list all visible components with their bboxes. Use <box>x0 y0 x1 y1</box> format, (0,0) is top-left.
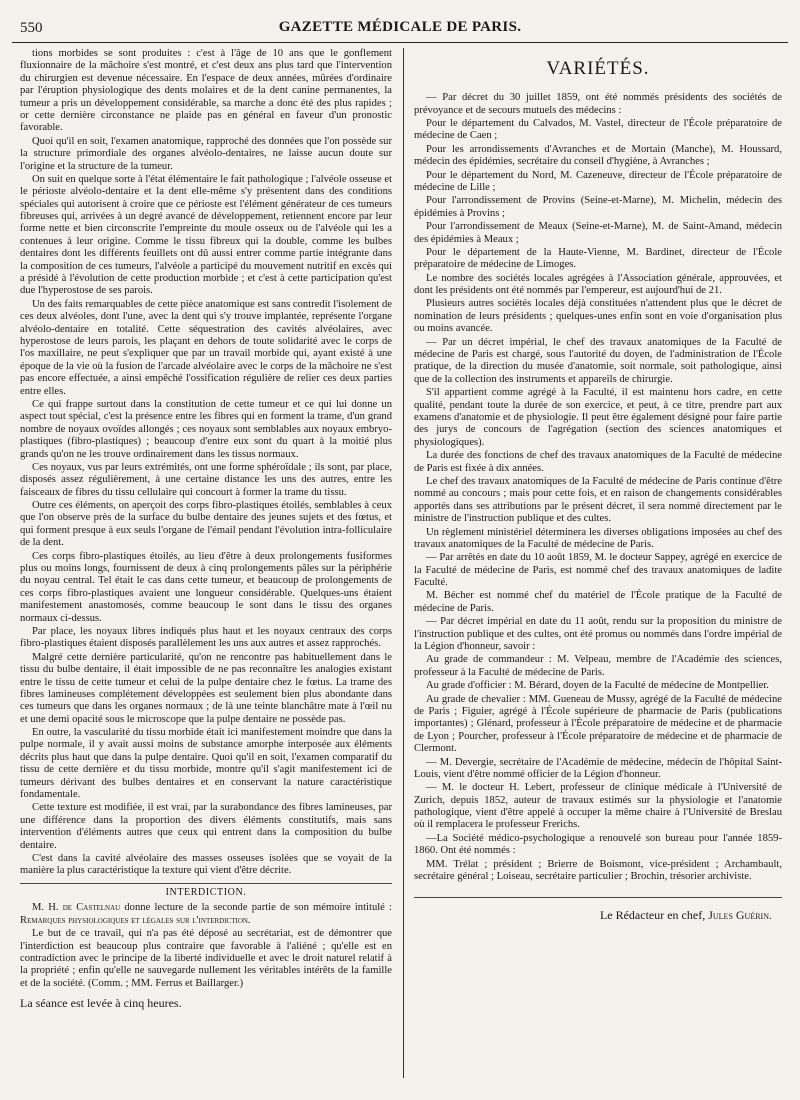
news-item-paragraph: M. Bécher est nommé chef du matériel de l'École pratique de la Faculté de médecine de Paris. <box>414 590 782 614</box>
article-paragraph: Un des faits remarquables de cette pièce anatomique est sans contredit l'isolement de ces deux alvéoles, dont l'une, avec la dent qui s'y trouve implantée, représente l'organe alvéolo-dentaire en totalité. Cette séquestration des cavités alvéolaires, avec hyperostose de leurs parois, les plaçant en dehors de toute solidarité avec le corps de l'os maxillaire, ne peut s'expliquer que par un travail morbide qui, ayant existé à une époque de la vie où la fusion de l'arcade alvéolaire avec le corps de la mâchoire ne s'est pas encore effectuée, a ainsi empêché l'ossification régulière de relier ces deux parties entre elles. <box>20 298 392 397</box>
article-paragraph: Par place, les noyaux libres indiqués plus haut et les noyaux centraux des corps fibro-plastiques étaient disposés parallèlement les uns aux autres et assez rapprochés. <box>20 625 392 650</box>
interdiction-intro: donne lecture de la seconde partie de son mémoire intitulé : <box>120 902 392 914</box>
left-paragraphs <box>20 48 392 878</box>
news-item-paragraph: Le chef des travaux anatomiques de la Faculté de médecine de Paris continue d'être nommé au concours ; mais pour cette fois, et en raison de changements considérables apportés dans ses attributions par le présent décret, il sera nommé directement par le ministre de l'instruction publique et des cultes. <box>414 475 782 525</box>
left-column <box>20 48 392 1088</box>
interdiction-author: M. H. de Castelnau <box>32 902 121 914</box>
news-item-paragraph: Pour le département du Calvados, M. Vastel, directeur de l'École préparatoire de médecine de Caen ; <box>414 118 782 142</box>
interdiction-body: Le but de ce travail, qui n'a pas été déposé au secrétariat, est de démontrer que l'interdiction est beaucoup plus contraire que favorable à l'aliéné ; qu'elle est en contradiction avec le principe de la liberté individuelle et avec le droit naturel relatif à la propriété ; enfin qu'elle ne sauvegarde nullement les véritables intérêts de la famille et de la société. (Comm. ; MM. Ferrus et Baillarger.) <box>20 928 392 989</box>
news-item-paragraph: Plusieurs autres sociétés locales déjà constituées n'attendent plus que le décret de nomination de leurs présidents ; quelques-unes enfin sont en voie d'organisation plus ou moins avancée. <box>414 298 782 335</box>
article-paragraph: En outre, la vascularité du tissu morbide était ici manifestement moindre que dans la pulpe normale, il y avait aussi moins de substance amorphe interposée aux éléments décrits plus haut que dans la pulpe dentaire. Quoi qu'il en soit, l'examen comparatif du tissu de cette dernière et du tissu morbide, montre qu'il s'agit manifestement ici de tumeurs dérivant des bulbes dentaires et en conservant la nature caractéristique fondamentale. <box>20 727 392 801</box>
signature-prefix: Le Rédacteur en chef, <box>599 908 709 923</box>
news-item-paragraph: S'il appartient comme agrégé à la Faculté, il est maintenu hors cadre, en cette qualité, pendant toute la durée de son exercice, et peut, à ce titre, prendre part aux examens d'anatomie et de physiologie. Il peut être également désigné pour faire partie des jurys de concours de l'agrégation (section des sciences anatomiques et physiologiques). <box>414 387 782 448</box>
news-item-paragraph: — Par décret impérial en date du 11 août, rendu sur la proposition du ministre de l'instruction publique et des cultes, ont été promus ou nommés dans l'ordre impérial de la Légion d'honneur, savoir : <box>414 616 782 653</box>
news-item-paragraph: — Par un décret impérial, le chef des travaux anatomiques de la Faculté de médecine de Paris est chargé, sous l'autorité du doyen, de l'administration de l'École pratique, de la direction du musée d'anatomie, soit normale, soit pathologique, ainsi que de la collection des instruments et appareils de chirurgie. <box>414 336 782 385</box>
article-paragraph: Cette texture est modifiée, il est vrai, par la surabondance des fibres lamineuses, par une différence dans la proportion des divers éléments constitutifs, mais sans intervention d'éléments autres que ceux qui entrent dans la composition du bulbe dentaire. <box>20 802 392 851</box>
article-paragraph: Ces corps fibro-plastiques étoilés, au lieu d'être à deux prolongements fusiformes plus ou moins longs, fournissent de deux à cinq prolongements pâles sur la périphérie du noyau central. Tel était le cas dans cette tumeur, et beaucoup de prolongements de ces corps fibro-plastiques avaient une longueur considérable. Quelques-uns étaient manifestement anastomosés, comme beaucoup le sont dans le tissu des organes normaux ci-dessus. <box>20 550 392 624</box>
news-item-paragraph: — Par arrêtés en date du 10 août 1859, M. le docteur Sappey, agrégé en exercice de la Faculté de médecine de Paris, est nommé chef des travaux anatomiques de ladite Faculté. <box>414 552 782 589</box>
news-item-paragraph: — Par décret du 30 juillet 1859, ont été nommés présidents des sociétés de prévoyance et de secours mutuels des médecins : <box>414 92 782 116</box>
news-item-paragraph: Pour les arrondissements d'Avranches et de Mortain (Manche), M. Houssard, médecin des épidémies, secrétaire du conseil d'hygiène, à Avranches ; <box>414 143 782 168</box>
news-item-paragraph: —La Société médico-psychologique a renouvelé son bureau pour l'année 1859-1860. Ont été nommés : <box>414 832 782 857</box>
article-paragraph: Quoi qu'il en soit, l'examen anatomique, rapproché des données que l'on possède sur la structure primordiale des organes alvéolo-dentaires, ne laisse aucun doute sur l'origine et la structure de la tumeur. <box>20 135 392 172</box>
news-item-paragraph: Au grade de chevalier : MM. Gueneau de Mussy, agrégé de la Faculté de médecine de Paris ; Figuier, agrégé à l'École supérieure de pharmacie de Paris (publications importantes) ; Glénard, professeur à l'École préparatoire de médecine et de pharmacie de Lyon ; Pourcher, professeur à l'École préparatoire de médecine et de pharmacie de Clermont. <box>414 693 782 755</box>
news-item-paragraph: Pour le département de la Haute-Vienne, M. Bardinet, directeur de l'École préparatoire de médecine de Limoges. <box>414 246 782 271</box>
news-item-paragraph: Pour l'arrondissement de Provins (Seine-et-Marne), M. Michelin, médecin des épidémies à Provins ; <box>414 195 782 219</box>
journal-title: GAZETTE MÉDICALE DE PARIS. <box>278 19 522 35</box>
news-item-paragraph: Au grade d'officier : M. Bérard, doyen de la Faculté de médecine de Montpellier. <box>426 680 769 692</box>
column-divider <box>403 48 404 1078</box>
news-item-paragraph: Pour le département du Nord, M. Cazeneuve, directeur de l'École préparatoire de médecine de Lille ; <box>414 169 782 193</box>
article-paragraph: Ce qui frappe surtout dans la constitution de cette tumeur et ce qui lui donne un aspect tout spécial, c'est la présence entre les fibres qui en forment la trame, d'un grand nombre de noyaux ovoïdes allongés ; ces noyaux sont semblables aux noyaux embryo-plastiques (fibro-plastiques) ; beaucoup d'entre eux sont du quart à la moitié plus grands qu'on ne les trouve ordinairement dans les tissus normaux. <box>20 398 392 460</box>
news-item-paragraph: Au grade de commandeur : M. Velpeau, membre de l'Académie des sciences, professeur à la Faculté de médecine de Paris. <box>414 654 782 678</box>
news-item-paragraph: Pour l'arrondissement de Meaux (Seine-et-Marne), M. de Saint-Amand, médecin des épidémies à Meaux ; <box>414 221 782 245</box>
session-closing: La séance est levée à cinq heures. <box>20 996 182 1011</box>
article-paragraph: On suit en quelque sorte à l'état élémentaire le fait pathologique ; l'alvéole osseuse et le périoste alvéolo-dentaire et la dent elle-même s'y présentent dans des conditions spéciales qui autorisent à croire que ce périoste est l'élément générateur de ces tumeurs fibreuses qui, arrivées à un degré avancé de développement, retiennent encore par leur forme nette et bien circonscrite l'empreinte du moule osseux ou de l'alvéole qui les a contenues à leur origine. Comme le tissu fibreux qui la double, comme les bulbes dentaires dont les différents feuillets ont dû aussi entrer comme partie intégrante dans la composition de ces tumeurs, l'alvéole a participé du mouvement nutritif en excès qui a présidé à l'évolution de cette production morbide ; et c'est à cette participation qu'est due l'hyperostose de ses parois. <box>20 173 392 297</box>
article-paragraph: C'est dans la cavité alvéolaire des masses osseuses isolées que se voyait de la manière la plus caractéristique la texture qui vient d'être décrite. <box>20 853 392 877</box>
news-item-paragraph: Le nombre des sociétés locales agrégées à l'Association générale, approuvées, et dont les présidents ont été nommés par l'empereur, est aujourd'hui de 21. <box>414 272 782 297</box>
article-paragraph: Malgré cette dernière particularité, qu'on ne rencontre pas habituellement dans le tissu du bulbe dentaire, il était impossible de ne pas reconnaître les analogies existant entre le tissu de cette tumeur et celui de la pulpe dentaire chez le fœtus. La trame des fibres lamineuses complétement développées est seulement bien plus abondante dans ces tumeurs que dans les organes normaux ; de là une teinte blanchâtre mate à l'œil nu et une demi opacité sous le microscope que la pulpe dentaire ne possède pas. <box>20 651 392 725</box>
news-item-paragraph: La durée des fonctions de chef des travaux anatomiques de la Faculté de médecine de Paris est fixée à dix années. <box>414 450 782 474</box>
right-column <box>414 48 782 1088</box>
page-header <box>12 18 788 43</box>
right-paragraphs <box>414 92 782 883</box>
editor-signature <box>414 897 782 922</box>
news-item-paragraph: — M. Devergie, secrétaire de l'Académie de médecine, médecin de l'hôpital Saint-Louis, vient d'être nommé officier de la Légion d'honneur. <box>414 756 782 780</box>
news-item-paragraph: — M. le docteur H. Lebert, professeur de clinique médicale à l'Université de Zurich, depuis 1852, auteur de travaux estimés sur la physiologie et l'anatomie pathologique, vient d'être appelé à occuper la même chaire à l'Université de Breslau où il remplacera le professeur Frerichs. <box>414 782 782 831</box>
news-item-paragraph: Un règlement ministériel déterminera les diverses obligations imposées au chef des travaux anatomiques de la Faculté de médecine de Paris. <box>414 526 782 550</box>
interdiction-lead <box>20 902 392 927</box>
article-paragraph: Ces noyaux, vus par leurs extrémités, ont une forme sphéroïdale ; ils sont, par place, disposés assez régulièrement, à une certaine distance les uns des autres, entre les faisceaux de fibres du tissu cellulaire qui concourt à former la trame du tissu. <box>20 461 392 498</box>
article-paragraph: tions morbides se sont produites : c'est à l'âge de 10 ans que le gonflement fluxionnaire de la mâchoire s'est montré, et c'est deux ans plus tard que l'intervention du chirurgien est devenue nécessaire. En l'espace de deux années, mûrées d'ordinaire par l'éruption physiologique des dents molaires et de la dent canine permanentes, la tumeur a pris un développement considérable, sa marche a donc été des plus rapides ; or cette dernière circonstance ne plaide pas en général en faveur d'un pronostic favorable. <box>20 48 392 134</box>
news-item-paragraph: MM. Trélat ; président ; Brierre de Boismont, vice-président ; Archambault, secrétaire général ; Loiseau, secrétaire particulier ; Brochin, trésorier archiviste. <box>414 858 782 883</box>
page-number: 550 <box>20 20 43 36</box>
article-paragraph: Outre ces éléments, on aperçoit des corps fibro-plastiques étoilés, semblables à ceux que l'on observe près de la surface du bulbe dentaire des jeunes sujets et des fœtus, et qui forment presque à eux seuls l'organe de l'émail pendant l'évolution intra-folliculaire de la dent. <box>20 500 392 549</box>
section-heading-interdiction: INTERDICTION. <box>20 883 392 899</box>
varietes-heading: VARIÉTÉS. <box>546 58 650 79</box>
interdiction-memoir-title: Remarques physiologiques et légales sur l'interdiction. <box>20 914 251 926</box>
signature-name: Jules Guérin. <box>708 908 772 923</box>
